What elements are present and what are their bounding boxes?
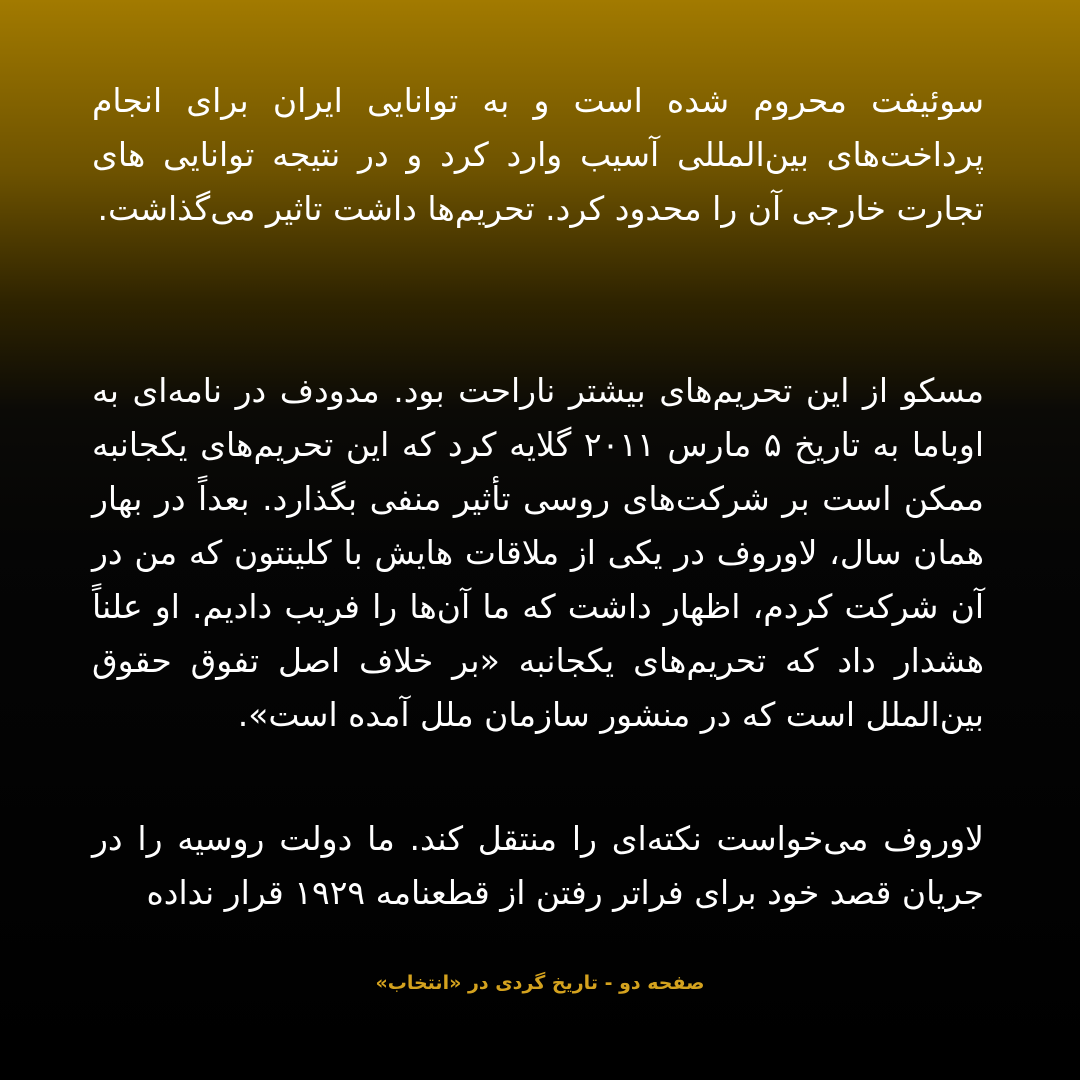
page-footer-caption: صفحه دو - تاریخ گردی در «انتخاب» bbox=[375, 972, 705, 994]
paragraph-3: لاوروف می‌خواست نکته‌ای را منتقل کند. ما دولت روسیه را در جریان قصد خود برای فراتر رفتن از قطعنامه ۱۹۲۹ قرار نداده bbox=[92, 819, 984, 912]
paragraph-1: سوئیفت محروم شده است و به توانایی ایران برای انجام پرداخت‌های بین‌المللی آسیب وارد کرد و در نتیجه توانایی های تجارت خارجی آن را محدود کرد. تحریم‌ها داشت تاثیر می‌گذاشت. bbox=[92, 81, 984, 228]
article-body bbox=[92, 74, 984, 920]
paragraph-2: مسکو از این تحریم‌های بیشتر ناراحت بود. مدودف در نامه‌ای به اوباما به تاریخ ۵ مارس ۲۰۱۱ گلایه کرد که این تحریم‌های یکجانبه ممکن است بر شرکت‌های روسی تأثیر منفی بگذارد. بعداً در بهار همان سال، لاوروف در یکی از ملاقات هایش با کلینتون که من در آن شرکت کردم، اظهار داشت که ما آن‌ها را فریب دادیم. او علناً هشدار داد که تحریم‌های یکجانبه «بر خلاف اصل تفوق حقوق بین‌الملل است که در منشور سازمان ملل آمده است». bbox=[92, 371, 984, 734]
